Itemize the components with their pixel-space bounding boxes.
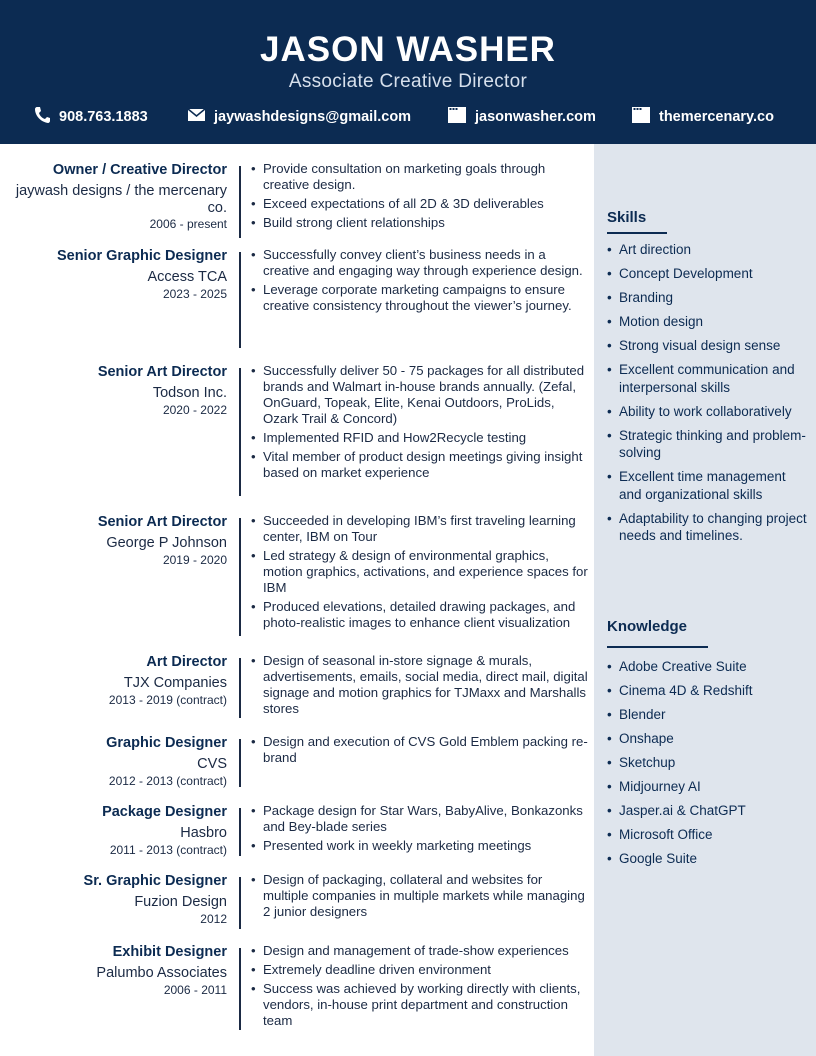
- skill-item: • Excellent time management and organizational skills: [607, 468, 807, 503]
- job-company: Fuzion Design: [134, 894, 227, 910]
- knowledge-item: • Google Suite: [607, 850, 807, 868]
- job-role: Art Director: [146, 654, 227, 670]
- candidate-title: Associate Creative Director: [288, 71, 528, 92]
- job-dates: 2020 - 2022: [162, 402, 227, 417]
- job-bullets: [251, 247, 591, 317]
- divider-line: [239, 252, 241, 348]
- knowledge-list: [607, 658, 807, 874]
- job-dates: 2011 - 2013 (contract): [109, 842, 227, 857]
- bullet-item: • Extremely deadline driven environment: [251, 962, 591, 978]
- contact-website-2[interactable]: [632, 106, 774, 128]
- skill-item: • Strategic thinking and problem-solving: [607, 427, 807, 462]
- bullet-item: • Package design for Star Wars, BabyAlive, Bonkazonks and Bey-blade series: [251, 803, 591, 835]
- divider-line: [239, 877, 241, 929]
- job-role: Senior Art Director: [97, 514, 227, 530]
- knowledge-item: • Adobe Creative Suite: [607, 658, 807, 676]
- skill-item: • Motion design: [607, 313, 807, 331]
- job-role: Sr. Graphic Designer: [83, 873, 227, 889]
- divider-line: [239, 658, 241, 718]
- divider-line: [239, 166, 241, 238]
- candidate-name: JASON WASHER: [260, 30, 556, 69]
- job-dates: 2023 - 2025: [162, 286, 227, 301]
- divider-line: [239, 948, 241, 1030]
- email-icon: [188, 109, 205, 125]
- bullet-item: • Successfully deliver 50 - 75 packages for all distributed brands and Walmart in-house brands annually. (Zefal, OnGuard, Topeak, Elite, Kenai Outdoors, ProLids, Ozark Trail & Concord): [251, 363, 591, 427]
- knowledge-item: • Sketchup: [607, 754, 807, 772]
- job-bullets: [251, 653, 591, 720]
- knowledge-item: • Blender: [607, 706, 807, 724]
- website-2: themercenary.co: [659, 109, 774, 125]
- bullet-item: • Implemented RFID and How2Recycle testing: [251, 430, 591, 446]
- job-dates: 2013 - 2019 (contract): [108, 692, 227, 707]
- knowledge-item: • Jasper.ai & ChatGPT: [607, 802, 807, 820]
- knowledge-item: • Midjourney AI: [607, 778, 807, 796]
- job-company: Access TCA: [147, 269, 227, 285]
- bullet-item: • Design of seasonal in-store signage & murals, advertisements, emails, social media, direct mail, digital signage and motion graphics for TJMaxx and Marshalls stores: [251, 653, 591, 717]
- knowledge-heading: Knowledge: [607, 618, 688, 635]
- job-role: Senior Art Director: [97, 364, 227, 380]
- bullet-item: • Design of packaging, collateral and websites for multiple companies in multiple markets while managing 2 junior designers: [251, 872, 591, 920]
- bullet-item: • Build strong client relationships: [251, 215, 591, 231]
- website-1: jasonwasher.com: [475, 109, 596, 125]
- skills-underline: [607, 232, 667, 234]
- job-bullets: [251, 161, 591, 234]
- sidebar: [594, 144, 816, 1056]
- bullet-item: • Design and management of trade-show experiences: [251, 943, 591, 959]
- skill-item: • Ability to work collaboratively: [607, 403, 807, 421]
- job-bullets: [251, 803, 591, 857]
- skill-item: • Strong visual design sense: [607, 337, 807, 355]
- job-company: TJX Companies: [123, 675, 227, 691]
- bullet-item: • Presented work in weekly marketing meetings: [251, 838, 591, 854]
- divider-line: [239, 808, 241, 856]
- contact-email[interactable]: [188, 106, 411, 128]
- job-role: Owner / Creative Director: [52, 162, 227, 178]
- job-role: Exhibit Designer: [112, 944, 227, 960]
- skill-item: • Adaptability to changing project needs and timelines.: [607, 510, 807, 545]
- job-company: Todson Inc.: [152, 385, 227, 401]
- job-dates: 2006 - 2011: [163, 982, 227, 997]
- job-bullets: [251, 943, 591, 1032]
- contact-phone[interactable]: [34, 106, 148, 128]
- job-dates: 2019 - 2020: [162, 552, 227, 567]
- bullet-item: • Led strategy & design of environmental graphics, motion graphics, activations, and experience spaces for IBM: [251, 548, 591, 596]
- knowledge-item: • Onshape: [607, 730, 807, 748]
- bullet-item: • Produced elevations, detailed drawing packages, and photo-realistic images to enhance client visualization: [251, 599, 591, 631]
- bullet-item: • Successfully convey client’s business needs in a creative and engaging way through experience design.: [251, 247, 591, 279]
- job-company: jaywash designs / the mercenary co.: [15, 183, 227, 216]
- bullet-item: • Exceed expectations of all 2D & 3D deliverables: [251, 196, 591, 212]
- job-bullets: [251, 513, 591, 634]
- web-icon: [632, 107, 650, 127]
- job-dates: 2012: [200, 911, 227, 926]
- bullet-item: • Leverage corporate marketing campaigns to ensure creative consistency throughout the viewer’s journey.: [251, 282, 591, 314]
- job-company: Hasbro: [180, 825, 227, 841]
- divider-line: [239, 739, 241, 787]
- email-address: jaywashdesigns@gmail.com: [214, 109, 412, 125]
- phone-number: 908.763.1883: [59, 109, 148, 125]
- job-role: Graphic Designer: [106, 735, 227, 751]
- skills-heading: Skills: [607, 209, 647, 226]
- job-company: George P Johnson: [106, 535, 227, 551]
- divider-line: [239, 518, 241, 636]
- bullet-item: • Provide consultation on marketing goals through creative design.: [251, 161, 591, 193]
- job-dates: 2006 - present: [149, 217, 227, 231]
- job-bullets: [251, 872, 591, 923]
- job-company: Palumbo Associates: [96, 965, 227, 981]
- job-bullets: [251, 363, 591, 484]
- divider-line: [239, 368, 241, 496]
- bullet-item: • Vital member of product design meetings giving insight based on market experience: [251, 449, 591, 481]
- bullet-item: • Design and execution of CVS Gold Emblem packing re-brand: [251, 734, 591, 766]
- skill-item: • Concept Development: [607, 265, 807, 283]
- job-role: Senior Graphic Designer: [56, 248, 227, 264]
- skill-item: • Excellent communication and interpersonal skills: [607, 361, 807, 396]
- header-banner: [0, 0, 816, 144]
- bullet-item: • Succeeded in developing IBM’s first traveling learning center, IBM on Tour: [251, 513, 591, 545]
- knowledge-item: • Microsoft Office: [607, 826, 807, 844]
- skills-list: [607, 241, 807, 551]
- job-dates: 2012 - 2013 (contract): [108, 773, 227, 788]
- knowledge-underline: [607, 646, 708, 648]
- knowledge-item: • Cinema 4D & Redshift: [607, 682, 807, 700]
- skill-item: • Branding: [607, 289, 807, 307]
- job-company: CVS: [197, 756, 227, 772]
- skill-item: • Art direction: [607, 241, 807, 259]
- job-role: Package Designer: [102, 804, 227, 820]
- web-icon: [448, 107, 466, 127]
- contact-website-1[interactable]: [448, 106, 596, 128]
- bullet-item: • Success was achieved by working directly with clients, vendors, in-house print department and construction team: [251, 981, 591, 1029]
- phone-icon: [34, 106, 50, 128]
- job-bullets: [251, 734, 591, 769]
